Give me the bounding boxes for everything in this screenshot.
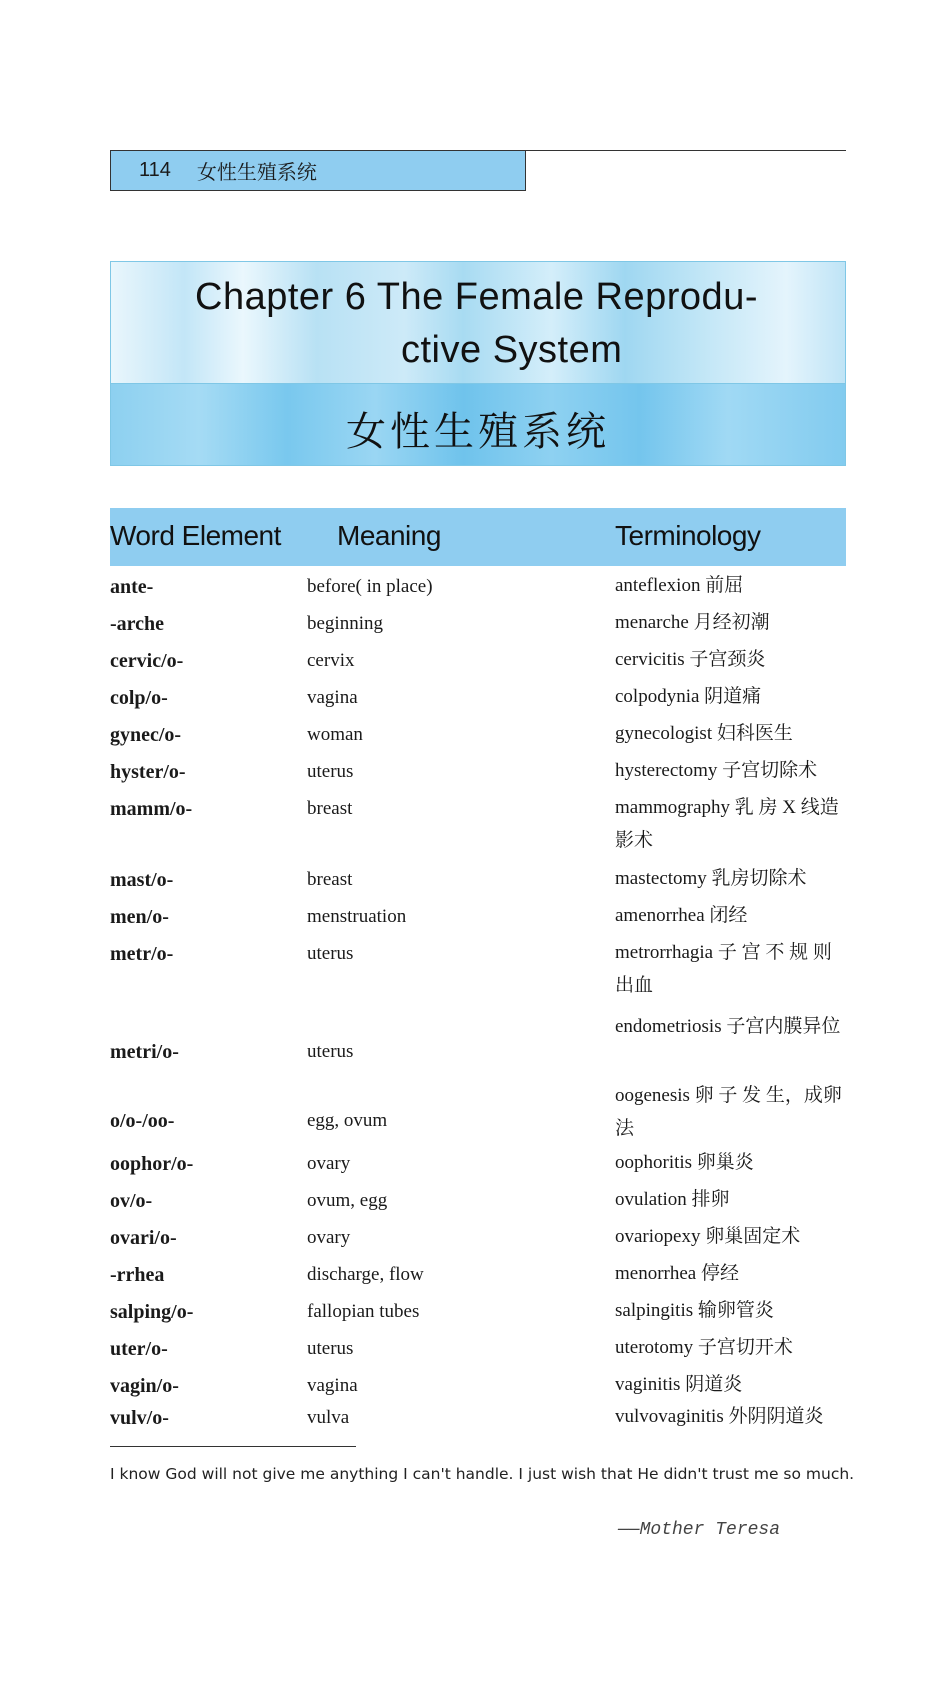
chapter-chinese-title: 女性生殖系统 <box>346 409 610 455</box>
chapter-title-line1: Chapter 6 The Female Reprodu- <box>195 276 758 318</box>
terminology: ovariopexy 卵巢固定术 <box>615 1226 801 1247</box>
meaning: menstruation <box>307 906 407 927</box>
word-element: -arche <box>110 613 165 635</box>
word-element: mast/o- <box>110 869 174 891</box>
word-element: metr/o- <box>110 943 174 965</box>
terminology: menarche 月经初潮 <box>615 612 770 633</box>
meaning: uterus <box>307 1041 354 1062</box>
word-element: oophor/o- <box>110 1153 194 1175</box>
terminology: hysterectomy 子宫切除术 <box>615 760 818 781</box>
word-element: hyster/o- <box>110 761 186 783</box>
meaning: vagina <box>307 687 358 708</box>
word-element: gynec/o- <box>110 724 182 746</box>
word-element: salping/o- <box>110 1301 194 1323</box>
footnote-rule <box>110 1446 356 1447</box>
terminology: cervicitis 子宫颈炎 <box>615 649 766 670</box>
terminology: uterotomy 子宫切开术 <box>615 1337 793 1358</box>
column-header-word-element: Word Element <box>110 520 281 551</box>
terminology: mastectomy 乳房切除术 <box>615 868 807 889</box>
meaning: ovary <box>307 1227 351 1248</box>
page-number: 114 <box>139 159 171 181</box>
meaning: fallopian tubes <box>307 1301 420 1322</box>
running-header-title: 女性生殖系统 <box>196 160 317 184</box>
terminology: vaginitis 阴道炎 <box>615 1374 743 1395</box>
meaning: egg, ovum <box>307 1110 388 1131</box>
meaning: uterus <box>307 761 354 782</box>
banner-top-band <box>111 262 845 383</box>
terminology: anteflexion 前屈 <box>615 575 744 596</box>
meaning: uterus <box>307 943 354 964</box>
table-header <box>110 508 846 566</box>
terminology: gynecologist 妇科医生 <box>615 723 793 744</box>
terminology: oophoritis 卵巢炎 <box>615 1152 754 1173</box>
word-element: o/o-/oo- <box>110 1110 175 1132</box>
meaning: before( in place) <box>307 576 433 597</box>
meaning: cervix <box>307 650 355 671</box>
meaning: breast <box>307 869 353 890</box>
meaning: breast <box>307 798 353 819</box>
word-element: mamm/o- <box>110 798 193 820</box>
terminology: menorrhea 停经 <box>615 1263 739 1284</box>
meaning: discharge, flow <box>307 1264 424 1285</box>
terminology: metrorrhagia 子 宫 不 规 则出血 <box>615 942 832 996</box>
column-header-terminology: Terminology <box>615 520 761 551</box>
meaning: beginning <box>307 613 383 634</box>
word-element: uter/o- <box>110 1338 168 1360</box>
meaning: ovary <box>307 1153 351 1174</box>
terminology: vulvovaginitis 外阴阴道炎 <box>615 1406 824 1427</box>
running-header <box>110 151 526 191</box>
word-element: vulv/o- <box>110 1407 169 1429</box>
meaning: vulva <box>307 1407 350 1428</box>
quote-attribution: ——Mother Teresa <box>618 1520 781 1540</box>
terminology: salpingitis 输卵管炎 <box>615 1300 774 1321</box>
terminology: colpodynia 阴道痛 <box>615 686 762 707</box>
terminology: ovulation 排卵 <box>615 1189 730 1210</box>
terminology: amenorrhea 闭经 <box>615 905 748 926</box>
word-element: vagin/o- <box>110 1375 179 1397</box>
terminology: endometriosis 子宫内膜异位 <box>615 1016 841 1037</box>
meaning: uterus <box>307 1338 354 1359</box>
meaning: vagina <box>307 1375 358 1396</box>
word-element: -rrhea <box>110 1264 165 1286</box>
word-element: cervic/o- <box>110 650 184 672</box>
word-element: colp/o- <box>110 687 168 709</box>
chapter-banner <box>110 261 846 466</box>
meaning: woman <box>307 724 363 745</box>
column-header-meaning: Meaning <box>337 520 441 551</box>
word-element: ov/o- <box>110 1190 153 1212</box>
word-element: metri/o- <box>110 1041 179 1063</box>
quote-text: I know God will not give me anything I can't handle. I just wish that He didn't trust me so much. <box>110 1465 855 1483</box>
word-element: ovari/o- <box>110 1227 177 1249</box>
terminology: mammography 乳 房 X 线造影术 <box>615 797 839 851</box>
word-element: ante- <box>110 576 154 598</box>
terminology: oogenesis 卵 子 发 生，成卵法 <box>615 1085 842 1139</box>
meaning: ovum, egg <box>307 1190 388 1211</box>
chapter-title-line2: ctive System <box>401 329 623 371</box>
word-element: men/o- <box>110 906 169 928</box>
